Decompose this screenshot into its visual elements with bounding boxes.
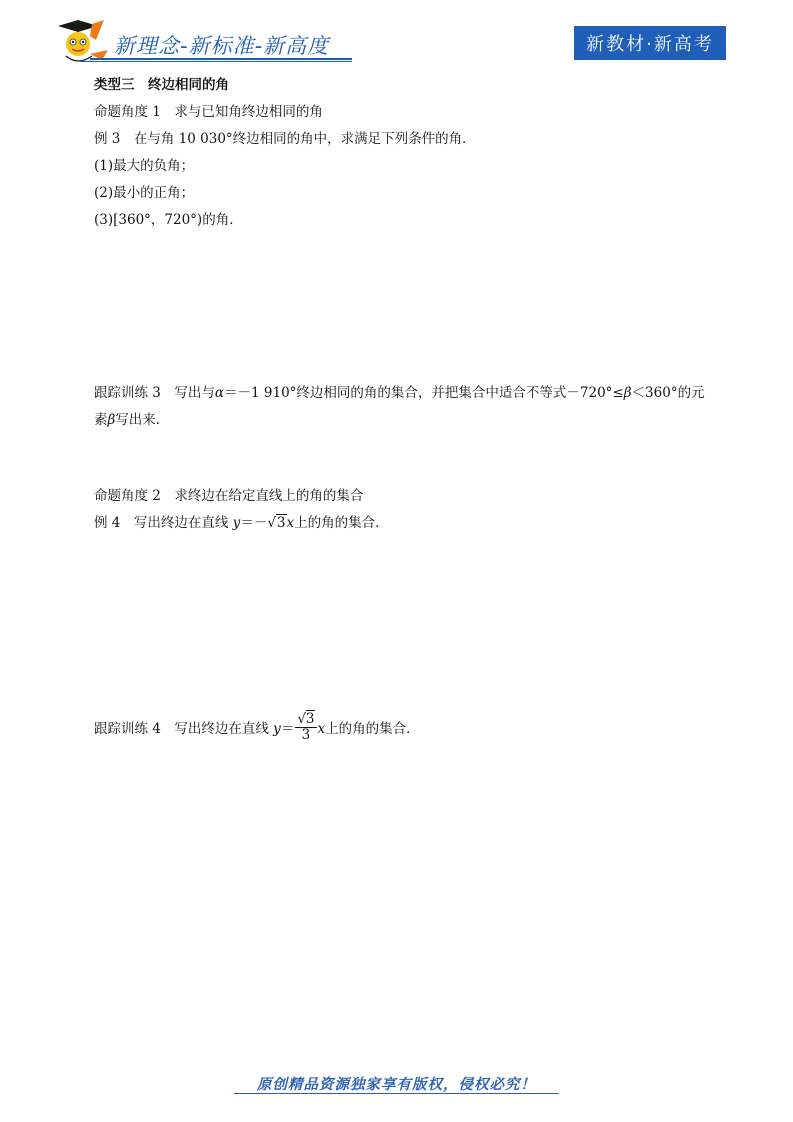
practice-4-text-a: 跟踪训练 4 写出终边在直线	[94, 721, 274, 737]
footer-underline	[234, 1093, 559, 1094]
example-4-text-b: 上的角的集合．	[294, 515, 389, 531]
practice-3-line-1	[94, 384, 705, 402]
header-divider	[90, 58, 352, 60]
practice-4-text-b: 上的角的集合．	[325, 721, 420, 737]
practice-3-text-d: 素	[94, 412, 108, 428]
beta-symbol: β	[623, 385, 632, 401]
fraction-denominator: 3	[301, 727, 311, 743]
practice-4-x: x	[317, 721, 326, 737]
practice-4-y: y	[273, 721, 281, 737]
sqrt-expression: √3	[267, 515, 286, 531]
example-3-item-2: (2)最小的正角；	[94, 185, 195, 201]
example-4-text-a: 例 4 写出终边在直线	[94, 515, 233, 531]
fraction-numerator: √3	[297, 711, 315, 727]
example-3-statement: 例 3 在与角 10 030°终边相同的角中，求满足下列条件的角．	[94, 131, 476, 147]
example-3-item-3: (3)[360°，720°)的角．	[94, 212, 243, 228]
practice-4-statement	[94, 711, 420, 745]
practice-3-line-2	[94, 411, 169, 429]
sqrt-radicand: 3	[276, 515, 286, 531]
example-4-y: y	[232, 515, 241, 531]
fraction-radicand: 3	[305, 711, 315, 727]
example-4-x: x	[286, 515, 295, 531]
example-4-eq: ＝－	[240, 515, 268, 531]
practice-3-text-c: ＜360°的元	[631, 385, 705, 401]
practice-3-text-a: 跟踪训练 3 写出与	[94, 385, 215, 401]
practice-3-text-e: 写出来．	[115, 412, 170, 428]
header-slogan: 新理念-新标准-新高度	[114, 34, 330, 58]
example-4-statement	[94, 514, 389, 532]
example-3-item-1: (1)最大的负角；	[94, 158, 195, 174]
practice-4-eq: ＝	[280, 721, 295, 737]
subtopic-1-heading: 命题角度 1 求与已知角终边相同的角	[94, 104, 323, 120]
header-divider-thin	[80, 61, 352, 62]
section-title: 类型三 终边相同的角	[94, 77, 229, 93]
practice-3-text-b: ＝－1 910°终边相同的角的集合，并把集合中适合不等式－720°≤	[224, 385, 624, 401]
subtopic-2-heading: 命题角度 2 求终边在给定直线上的角的集合	[94, 488, 364, 504]
alpha-symbol: α	[214, 385, 225, 401]
fraction-sqrt3-over-3	[295, 712, 316, 743]
header-badge: 新教材·新高考	[574, 26, 726, 60]
copyright-notice: 原创精品资源独家享有版权，侵权必究！	[257, 1077, 536, 1093]
beta-symbol-2: β	[107, 412, 116, 428]
